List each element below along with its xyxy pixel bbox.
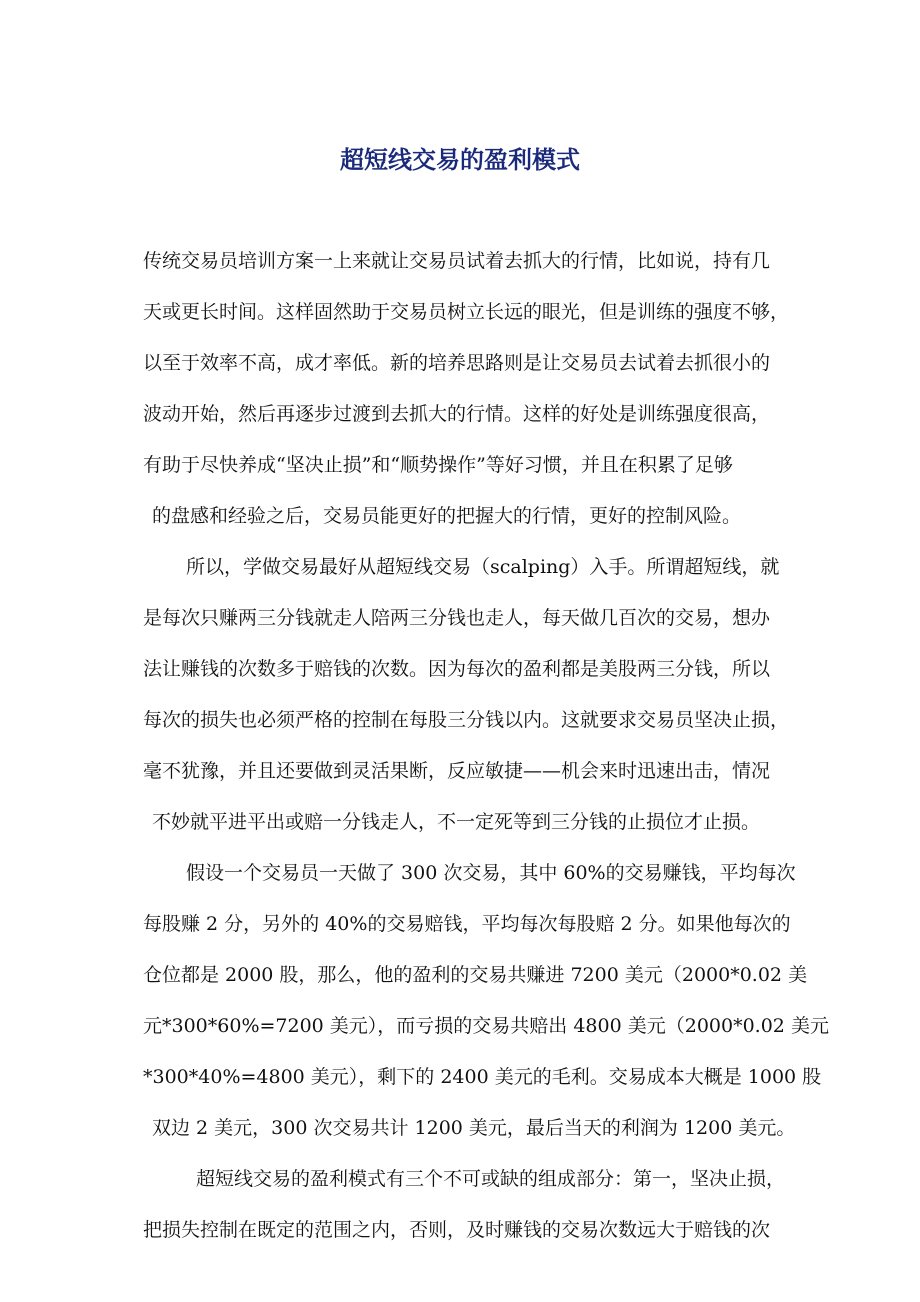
paragraph-1-line-2: 天或更长时间。这样固然助于交易员树立长远的眼光，但是训练的强度不够， [143, 301, 790, 323]
document-title: 超短线交易的盈利模式 [340, 145, 580, 174]
paragraph-2-line-2: 是每次只赚两三分钱就走人陪两三分钱也走人，每天做几百次的交易，想办 [143, 607, 771, 629]
paragraph-2-line-3: 法让赚钱的次数多于赔钱的次数。因为每次的盈利都是美股两三分钱，所以 [143, 658, 771, 680]
paragraph-1-line-5: 有助于尽快养成“坚决止损”和“顺势操作”等好习惯，并且在积累了足够 [143, 454, 733, 476]
paragraph-4-line-1: 超短线交易的盈利模式有三个不可或缺的组成部分：第一，坚决止损， [196, 1168, 786, 1190]
paragraph-3-line-5: *300*40%=4800 美元），剩下的 2400 美元的毛利。交易成本大概是 1000 股 [143, 1066, 822, 1088]
paragraph-3-line-1: 假设一个交易员一天做了 300 次交易，其中 60%的交易赚钱，平均每次 [186, 862, 796, 884]
paragraph-3-line-2: 每股赚 2 分，另外的 40%的交易赔钱，平均每次每股赔 2 分。如果他每次的 [143, 913, 791, 935]
paragraph-1-line-3: 以至于效率不高，成才率低。新的培养思路则是让交易员去试着去抓很小的 [143, 352, 771, 374]
paragraph-3-line-6: 双边 2 美元，300 次交易共计 1200 美元，最后当天的利润为 1200 美元。 [152, 1117, 796, 1139]
paragraph-2-line-6: 不妙就平进平出或赔一分钱走人，不一定死等到三分钱的止损位才止损。 [152, 811, 761, 833]
paragraph-3-line-3: 仓位都是 2000 股，那么，他的盈利的交易共赚进 7200 美元（2000*0.02 美 [143, 964, 808, 986]
paragraph-2-line-5: 毫不犹豫，并且还要做到灵活果断，反应敏捷——机会来时迅速出击，情况 [143, 760, 771, 782]
paragraph-1-line-4: 波动开始，然后再逐步过渡到去抓大的行情。这样的好处是训练强度很高， [143, 403, 771, 425]
paragraph-1-line-6: 的盘感和经验之后，交易员能更好的把握大的行情，更好的控制风险。 [152, 505, 742, 527]
paragraph-1-line-1: 传统交易员培训方案一上来就让交易员试着去抓大的行情，比如说，持有几 [143, 250, 771, 272]
paragraph-3-line-4: 元*300*60%=7200 美元），而亏损的交易共赔出 4800 美元（2000*0.02 美元 [143, 1015, 829, 1037]
paragraph-4-line-2: 把损失控制在既定的范围之内，否则，及时赚钱的交易次数远大于赔钱的次 [143, 1219, 771, 1241]
paragraph-2-line-4: 每次的损失也必须严格的控制在每股三分钱以内。这就要求交易员坚决止损， [143, 709, 790, 731]
paragraph-2-line-1: 所以，学做交易最好从超短线交易（scalping）入手。所谓超短线，就 [186, 556, 780, 578]
